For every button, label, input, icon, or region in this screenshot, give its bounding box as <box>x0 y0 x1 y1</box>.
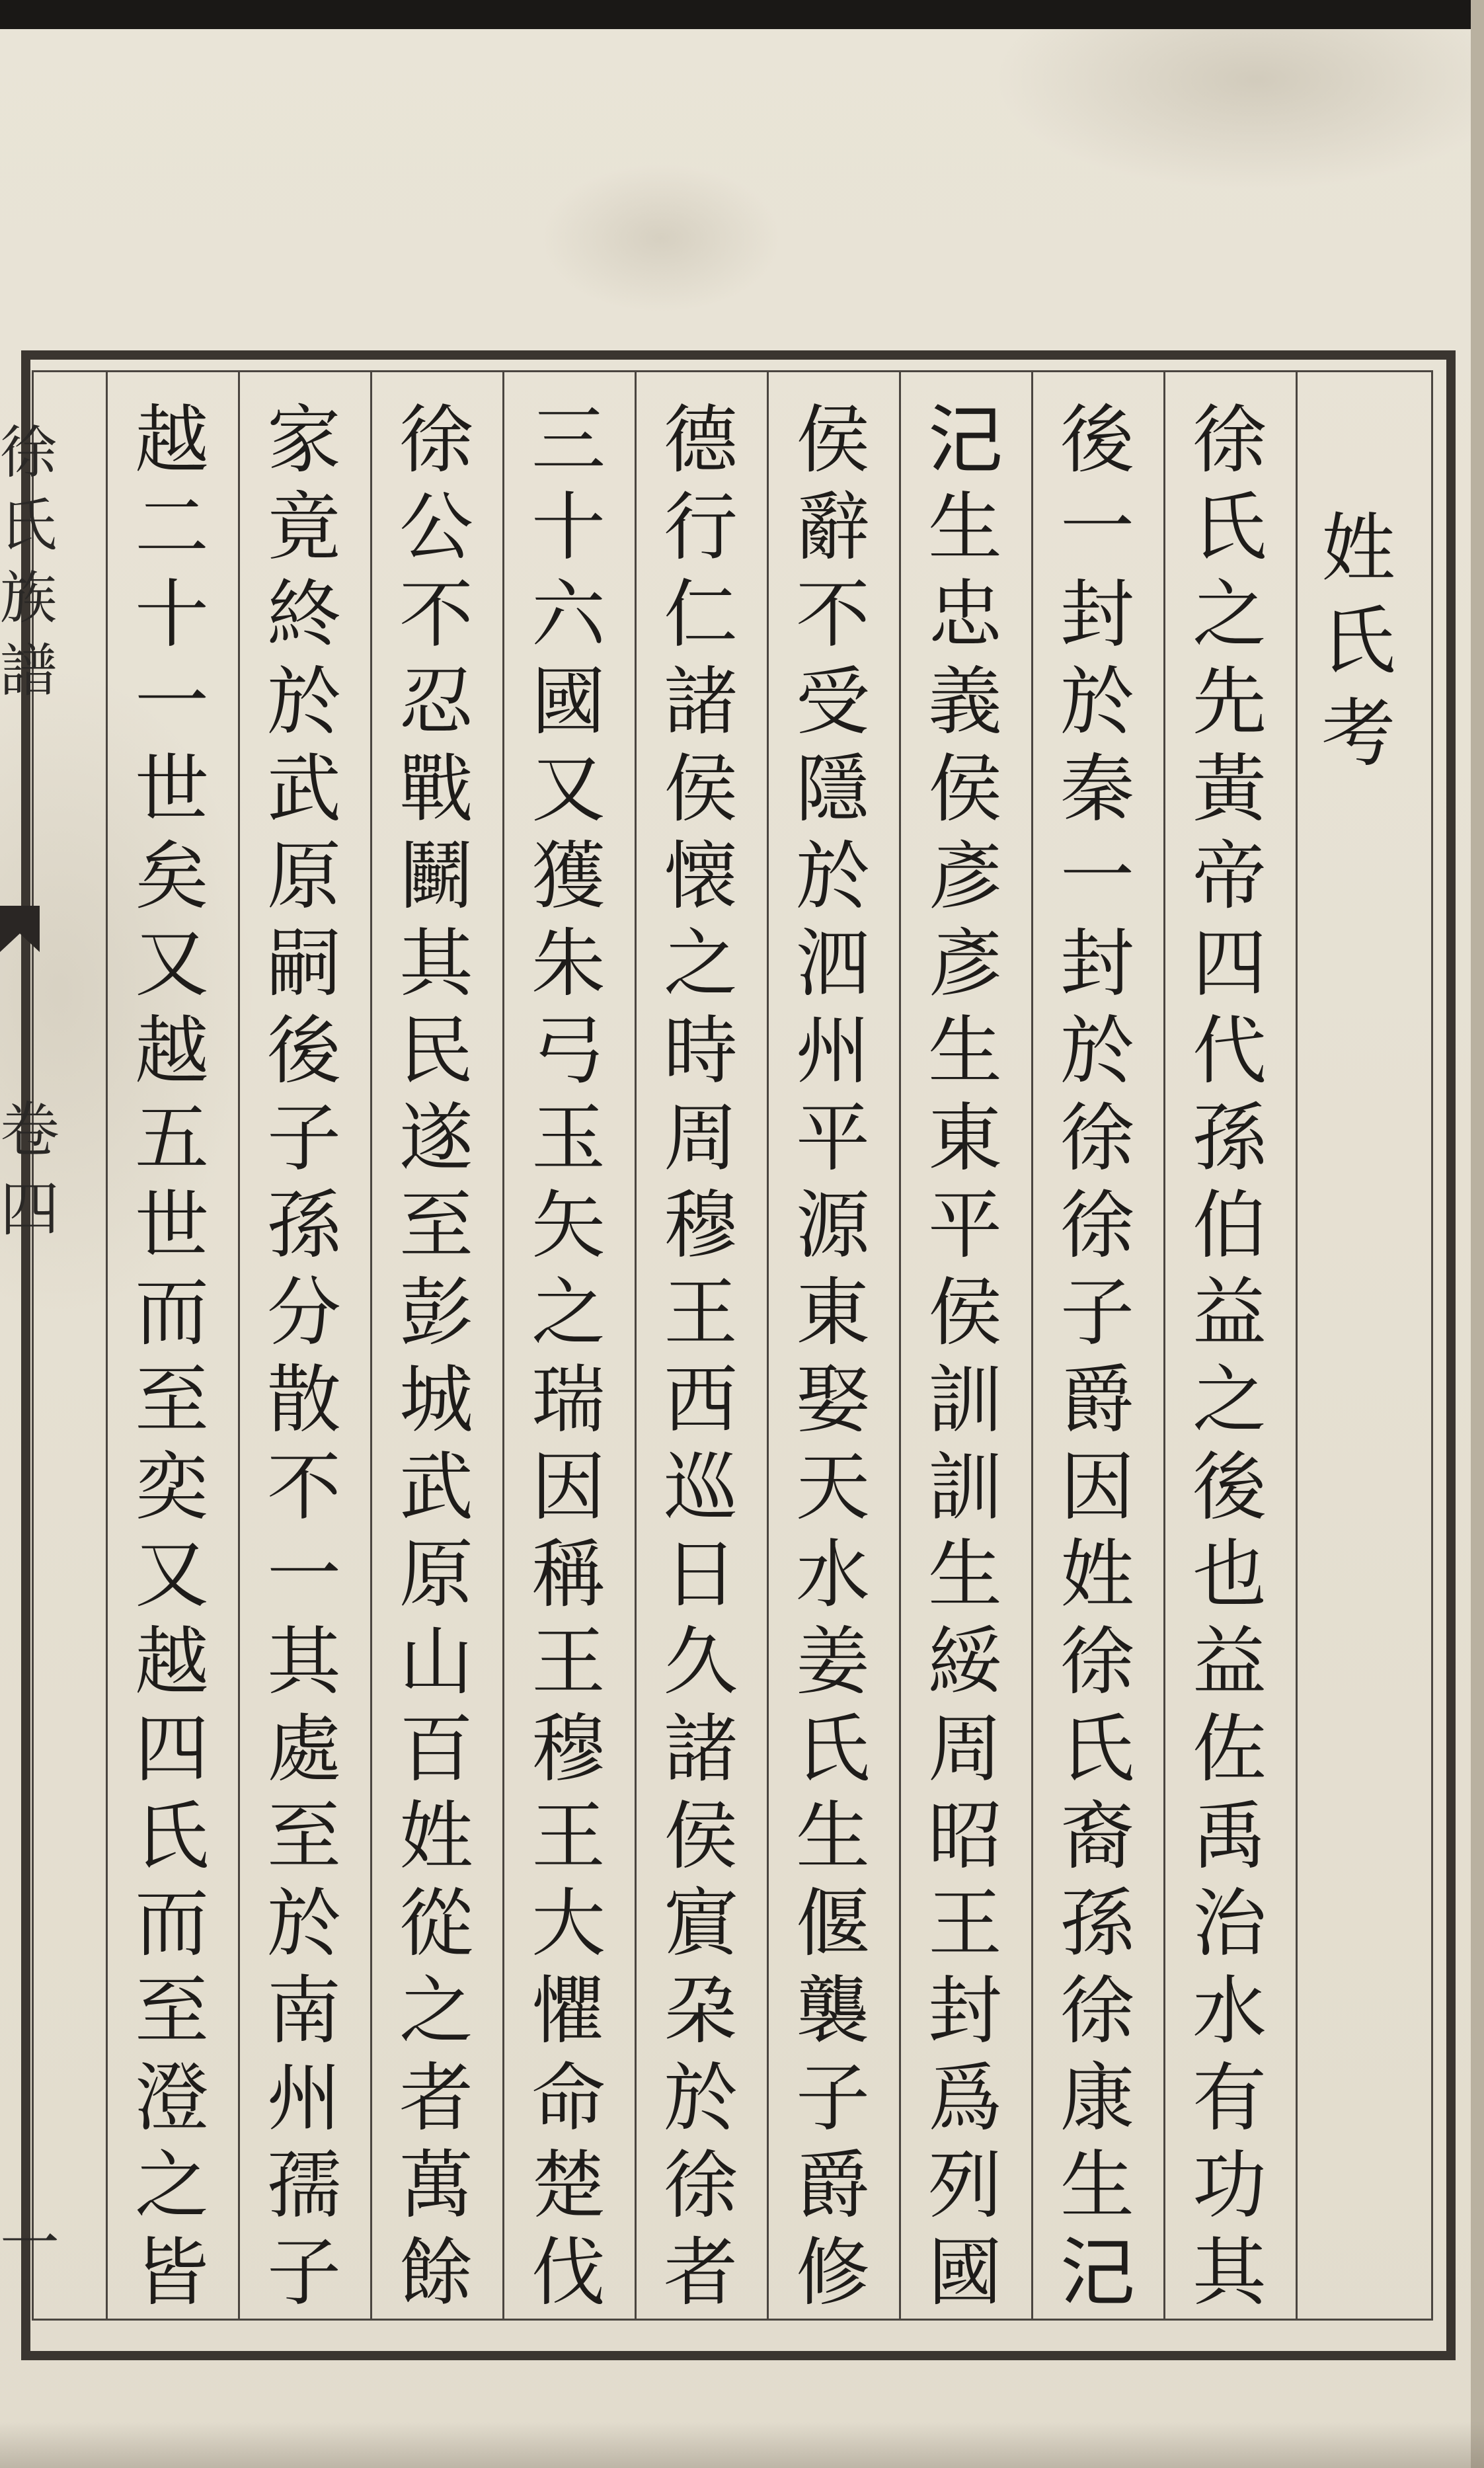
text-char: 爵 <box>796 2143 870 2229</box>
text-char: 氏 <box>1192 485 1267 571</box>
text-char: 偃 <box>796 1881 870 1967</box>
text-char: 代 <box>1192 1008 1267 1094</box>
margin-book-title <box>0 417 57 707</box>
text-char: 竟 <box>267 485 341 571</box>
text-char: 懼 <box>531 1968 605 2054</box>
text-char: 侯 <box>664 746 738 832</box>
text-char: 不 <box>796 572 870 658</box>
text-char: 帝 <box>1192 834 1267 920</box>
text-char: 家 <box>267 397 341 483</box>
text-char: 澄 <box>135 2055 209 2141</box>
text-char: 禹 <box>1192 1794 1267 1880</box>
text-char: 諸 <box>664 659 738 745</box>
text-char: 徐 <box>1192 397 1267 483</box>
text-char: 穆 <box>531 1706 605 1792</box>
text-char: 一 <box>1060 834 1134 920</box>
text-char: 侯 <box>928 1270 1002 1356</box>
text-char: 周 <box>664 1095 738 1181</box>
text-char: 後 <box>1060 397 1134 483</box>
text-char: 時 <box>664 1008 738 1094</box>
text-char: 封 <box>1060 921 1134 1007</box>
text-char: 徐 <box>1060 1183 1134 1269</box>
text-char: 東 <box>796 1270 870 1356</box>
text-char: 穆 <box>664 1183 738 1269</box>
text-char: 氏 <box>135 1794 209 1880</box>
text-char: 稱 <box>531 1532 605 1618</box>
text-char: 辭 <box>796 485 870 571</box>
text-char: 佐 <box>1192 1706 1267 1792</box>
text-column <box>1167 397 1292 2314</box>
text-char: 功 <box>1192 2143 1267 2229</box>
text-char: 世 <box>135 1183 209 1269</box>
text-char: 諸 <box>664 1706 738 1792</box>
text-char: 南 <box>267 1968 341 2054</box>
text-char: 原 <box>267 834 341 920</box>
text-char: 奕 <box>135 1445 209 1531</box>
text-char: 孺 <box>267 2143 341 2229</box>
text-char: 民 <box>399 1008 473 1094</box>
text-char: 百 <box>399 1706 473 1792</box>
text-char: 賔 <box>664 1881 738 1967</box>
text-char: 四 <box>135 1706 209 1792</box>
text-char: 大 <box>531 1881 605 1967</box>
text-char: 於 <box>267 659 341 745</box>
text-char: 不 <box>399 572 473 658</box>
text-char: 鬭 <box>399 834 473 920</box>
text-char: 治 <box>1192 1881 1267 1967</box>
text-char: 原 <box>399 1532 473 1618</box>
text-char: 後 <box>267 1008 341 1094</box>
text-char: 越 <box>135 1619 209 1705</box>
page-right-edge <box>1471 0 1484 2468</box>
margin-char: 族 <box>0 565 57 631</box>
text-char: 又 <box>135 1532 209 1618</box>
text-char: 忠 <box>928 572 1002 658</box>
text-char: 之 <box>135 2143 209 2229</box>
column-rule <box>635 370 637 2321</box>
text-char: 至 <box>135 1357 209 1443</box>
text-char: 者 <box>399 2055 473 2141</box>
text-char: 娶 <box>796 1357 870 1443</box>
text-char: 德 <box>664 397 738 483</box>
text-char: 不 <box>267 1445 341 1531</box>
text-char: 封 <box>928 1968 1002 2054</box>
column-rule <box>1296 370 1298 2321</box>
text-char: 於 <box>664 2055 738 2141</box>
text-char: 生 <box>1060 2143 1134 2229</box>
text-char: 之 <box>531 1270 605 1356</box>
text-char: 裔 <box>1060 1794 1134 1880</box>
text-char: 於 <box>267 1881 341 1967</box>
text-char: 伯 <box>1192 1183 1267 1269</box>
text-char: 益 <box>1192 1270 1267 1356</box>
text-char: 朱 <box>531 921 605 1007</box>
text-char: 處 <box>267 1706 341 1792</box>
margin-volume <box>0 1091 59 1250</box>
text-char: 康 <box>1060 2055 1134 2141</box>
text-char: 彥 <box>928 834 1002 920</box>
text-char: 王 <box>531 1619 605 1705</box>
text-char: 國 <box>928 2230 1002 2316</box>
text-char: 其 <box>267 1619 341 1705</box>
text-char: 之 <box>664 921 738 1007</box>
text-char: 有 <box>1192 2055 1267 2141</box>
text-char: 國 <box>531 659 605 745</box>
text-char: 山 <box>399 1619 473 1705</box>
text-char: 公 <box>399 485 473 571</box>
column-rule <box>370 370 372 2321</box>
text-char: 生 <box>796 1794 870 1880</box>
folio-number: 一 <box>0 2209 59 2278</box>
text-char: 楚 <box>531 2143 605 2229</box>
margin-char: 譜 <box>0 638 57 704</box>
text-char: 隱 <box>796 746 870 832</box>
text-char: 彥 <box>928 921 1002 1007</box>
column-rule <box>502 370 504 2321</box>
text-char: 嗣 <box>267 921 341 1007</box>
text-char: 者 <box>664 2230 738 2316</box>
text-char: 終 <box>267 572 341 658</box>
text-char: 至 <box>135 1968 209 2054</box>
text-char: 天 <box>796 1445 870 1531</box>
fishtail-mark <box>0 906 40 952</box>
text-char: 遂 <box>399 1095 473 1181</box>
text-char: 武 <box>267 746 341 832</box>
text-char: 益 <box>1192 1619 1267 1705</box>
margin-char: 氏 <box>0 493 57 559</box>
text-char: 子 <box>267 2230 341 2316</box>
text-char: 列 <box>928 2143 1002 2229</box>
text-char: 子 <box>796 2055 870 2141</box>
text-char: 泗 <box>796 921 870 1007</box>
column-rule <box>1163 370 1165 2321</box>
text-char: 源 <box>796 1183 870 1269</box>
text-char: 州 <box>796 1008 870 1094</box>
text-char: 行 <box>664 485 738 571</box>
text-char: 之 <box>1192 572 1267 658</box>
text-char: 徐 <box>664 2143 738 2229</box>
text-char: 生 <box>928 1532 1002 1618</box>
text-column <box>373 397 499 2314</box>
text-char: 弓 <box>531 1008 605 1094</box>
text-char: 西 <box>664 1357 738 1443</box>
text-char: 忍 <box>399 659 473 745</box>
text-char: 矢 <box>531 1183 605 1269</box>
text-char: 戰 <box>399 746 473 832</box>
text-char: 修 <box>796 2230 870 2316</box>
text-column <box>109 397 235 2314</box>
text-column <box>506 397 631 2314</box>
text-char: 訓 <box>928 1357 1002 1443</box>
text-char: 至 <box>267 1794 341 1880</box>
text-char: 周 <box>928 1706 1002 1792</box>
text-char: 訓 <box>928 1445 1002 1531</box>
text-char: 襲 <box>796 1968 870 2054</box>
text-char: 越 <box>135 397 209 483</box>
text-char: 仁 <box>664 572 738 658</box>
text-char: 徐 <box>1060 1619 1134 1705</box>
text-char: 又 <box>531 746 605 832</box>
text-char: 日 <box>664 1532 738 1618</box>
text-char: 王 <box>531 1794 605 1880</box>
text-char: 受 <box>796 659 870 745</box>
section-heading <box>1309 502 1408 780</box>
text-char: 二 <box>135 485 209 571</box>
text-char: 爵 <box>1060 1357 1134 1443</box>
text-char: 平 <box>928 1183 1002 1269</box>
text-char: 綏 <box>928 1619 1002 1705</box>
margin-char: 四 <box>0 1175 59 1244</box>
text-char: 六 <box>531 572 605 658</box>
text-char: 五 <box>135 1095 209 1181</box>
text-char: 子 <box>267 1095 341 1181</box>
text-char: 氏 <box>796 1706 870 1792</box>
text-char: 氏 <box>1060 1706 1134 1792</box>
text-char: 從 <box>399 1881 473 1967</box>
text-char: 姓 <box>1060 1532 1134 1618</box>
text-char: 彭 <box>399 1270 473 1356</box>
text-char: 水 <box>1192 1968 1267 2054</box>
text-char: 巡 <box>664 1445 738 1531</box>
text-char: 𣲆 <box>928 397 1002 483</box>
text-char: 十 <box>135 572 209 658</box>
text-char: 黃 <box>1192 746 1267 832</box>
text-char: 萬 <box>399 2143 473 2229</box>
text-char: 𣲆 <box>1060 2230 1134 2316</box>
text-char: 分 <box>267 1270 341 1356</box>
text-char: 三 <box>531 397 605 483</box>
text-char: 姜 <box>796 1619 870 1705</box>
margin-char: 卷 <box>0 1095 59 1165</box>
text-char: 生 <box>928 1008 1002 1094</box>
text-char: 徐 <box>1060 1968 1134 2054</box>
margin-char: 徐 <box>0 420 57 486</box>
text-char: 朶 <box>664 1968 738 2054</box>
text-char: 孫 <box>1192 1095 1267 1181</box>
text-char: 之 <box>399 1968 473 2054</box>
text-column <box>770 397 896 2314</box>
text-char: 水 <box>796 1532 870 1618</box>
text-char: 因 <box>1060 1445 1134 1531</box>
text-char: 命 <box>531 2055 605 2141</box>
text-char: 後 <box>1192 1445 1267 1531</box>
text-char: 子 <box>1060 1270 1134 1356</box>
text-char: 城 <box>399 1357 473 1443</box>
text-char: 王 <box>928 1881 1002 1967</box>
text-char: 東 <box>928 1095 1002 1181</box>
text-char: 又 <box>135 921 209 1007</box>
text-char: 矣 <box>135 834 209 920</box>
text-char: 玉 <box>531 1095 605 1181</box>
text-column <box>902 397 1028 2314</box>
column-rule <box>238 370 240 2321</box>
text-char: 徐 <box>1060 1095 1134 1181</box>
text-column <box>241 397 367 2314</box>
text-char: 而 <box>135 1270 209 1356</box>
text-char: 侯 <box>928 746 1002 832</box>
text-char: 伐 <box>531 2230 605 2316</box>
heading-char: 姓 <box>1321 506 1395 592</box>
text-column <box>638 397 763 2314</box>
text-char: 之 <box>1192 1357 1267 1443</box>
text-char: 孫 <box>267 1183 341 1269</box>
text-char: 一 <box>1060 485 1134 571</box>
text-char: 侯 <box>664 1794 738 1880</box>
text-column <box>1035 397 1160 2314</box>
text-char: 其 <box>1192 2230 1267 2316</box>
text-char: 平 <box>796 1095 870 1181</box>
text-char: 於 <box>796 834 870 920</box>
text-char: 先 <box>1192 659 1267 745</box>
text-char: 一 <box>135 659 209 745</box>
text-char: 其 <box>399 921 473 1007</box>
text-char: 州 <box>267 2055 341 2141</box>
text-char: 四 <box>1192 921 1267 1007</box>
text-char: 散 <box>267 1357 341 1443</box>
text-char: 徐 <box>399 397 473 483</box>
text-char: 懐 <box>664 834 738 920</box>
page-top-edge <box>0 0 1484 29</box>
text-char: 義 <box>928 659 1002 745</box>
text-char: 至 <box>399 1183 473 1269</box>
text-char: 也 <box>1192 1532 1267 1618</box>
column-rule <box>106 370 108 2321</box>
text-char: 王 <box>664 1270 738 1356</box>
page-bottom-shade <box>0 2422 1484 2468</box>
text-char: 世 <box>135 746 209 832</box>
text-char: 一 <box>267 1532 341 1618</box>
text-char: 十 <box>531 485 605 571</box>
text-char: 而 <box>135 1881 209 1967</box>
text-char: 生 <box>928 485 1002 571</box>
text-char: 於 <box>1060 1008 1134 1094</box>
column-rule <box>899 370 901 2321</box>
text-char: 餘 <box>399 2230 473 2316</box>
text-char: 封 <box>1060 572 1134 658</box>
text-char: 瑞 <box>531 1357 605 1443</box>
text-char: 獲 <box>531 834 605 920</box>
text-char: 姓 <box>399 1794 473 1880</box>
text-char: 因 <box>531 1445 605 1531</box>
text-char: 久 <box>664 1619 738 1705</box>
text-char: 昭 <box>928 1794 1002 1880</box>
text-char: 皆 <box>135 2230 209 2316</box>
text-char: 武 <box>399 1445 473 1531</box>
text-char: 於 <box>1060 659 1134 745</box>
text-char: 侯 <box>796 397 870 483</box>
heading-char: 考 <box>1321 691 1395 777</box>
heading-char: 氏 <box>1321 598 1395 684</box>
text-char: 爲 <box>928 2055 1002 2141</box>
column-rule <box>767 370 769 2321</box>
text-char: 秦 <box>1060 746 1134 832</box>
text-char: 越 <box>135 1008 209 1094</box>
text-char: 孫 <box>1060 1881 1134 1967</box>
column-rule <box>1031 370 1033 2321</box>
